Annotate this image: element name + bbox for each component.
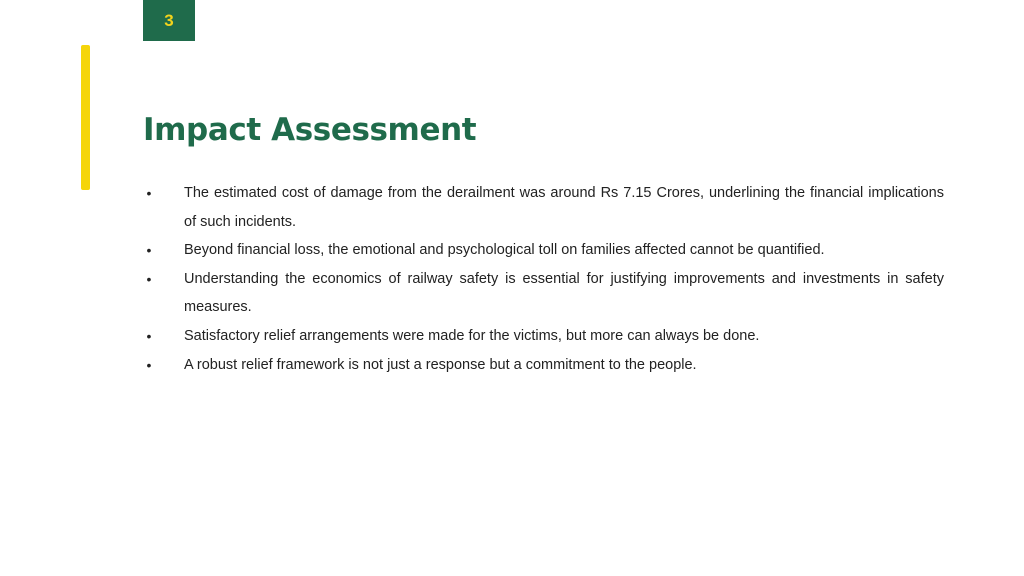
- bullet-text: Satisfactory relief arrangements were made for the victims, but more can always be done.: [184, 327, 760, 344]
- bullet-icon: •: [146, 270, 152, 287]
- bullet-item: [143, 265, 944, 322]
- bullet-icon: •: [146, 185, 152, 201]
- bullet-icon: •: [146, 242, 152, 259]
- page-number-badge: [143, 0, 195, 41]
- slide-title: Impact Assessment: [143, 112, 477, 148]
- bullet-item: [143, 236, 944, 265]
- bullet-text: A robust relief framework is not just a response but a commitment to the people.: [184, 356, 697, 373]
- bullet-text: Understanding the economics of railway safety is essential for justifying improvements and investments in safety measures.: [184, 270, 944, 316]
- bullet-text: Beyond financial loss, the emotional and psychological toll on families affected cannot be quantified.: [184, 242, 825, 259]
- bullet-icon: •: [146, 327, 152, 344]
- bullet-item: [143, 179, 944, 236]
- bullet-item: [143, 322, 944, 351]
- bullet-list: [143, 179, 944, 379]
- accent-bar: [81, 45, 90, 190]
- bullet-icon: •: [146, 356, 152, 373]
- page-number: 3: [164, 11, 174, 30]
- bullet-item: [143, 351, 944, 380]
- bullet-text: The estimated cost of damage from the derailment was around Rs 7.15 Crores, underlining the financial implications of such incidents.: [184, 185, 944, 230]
